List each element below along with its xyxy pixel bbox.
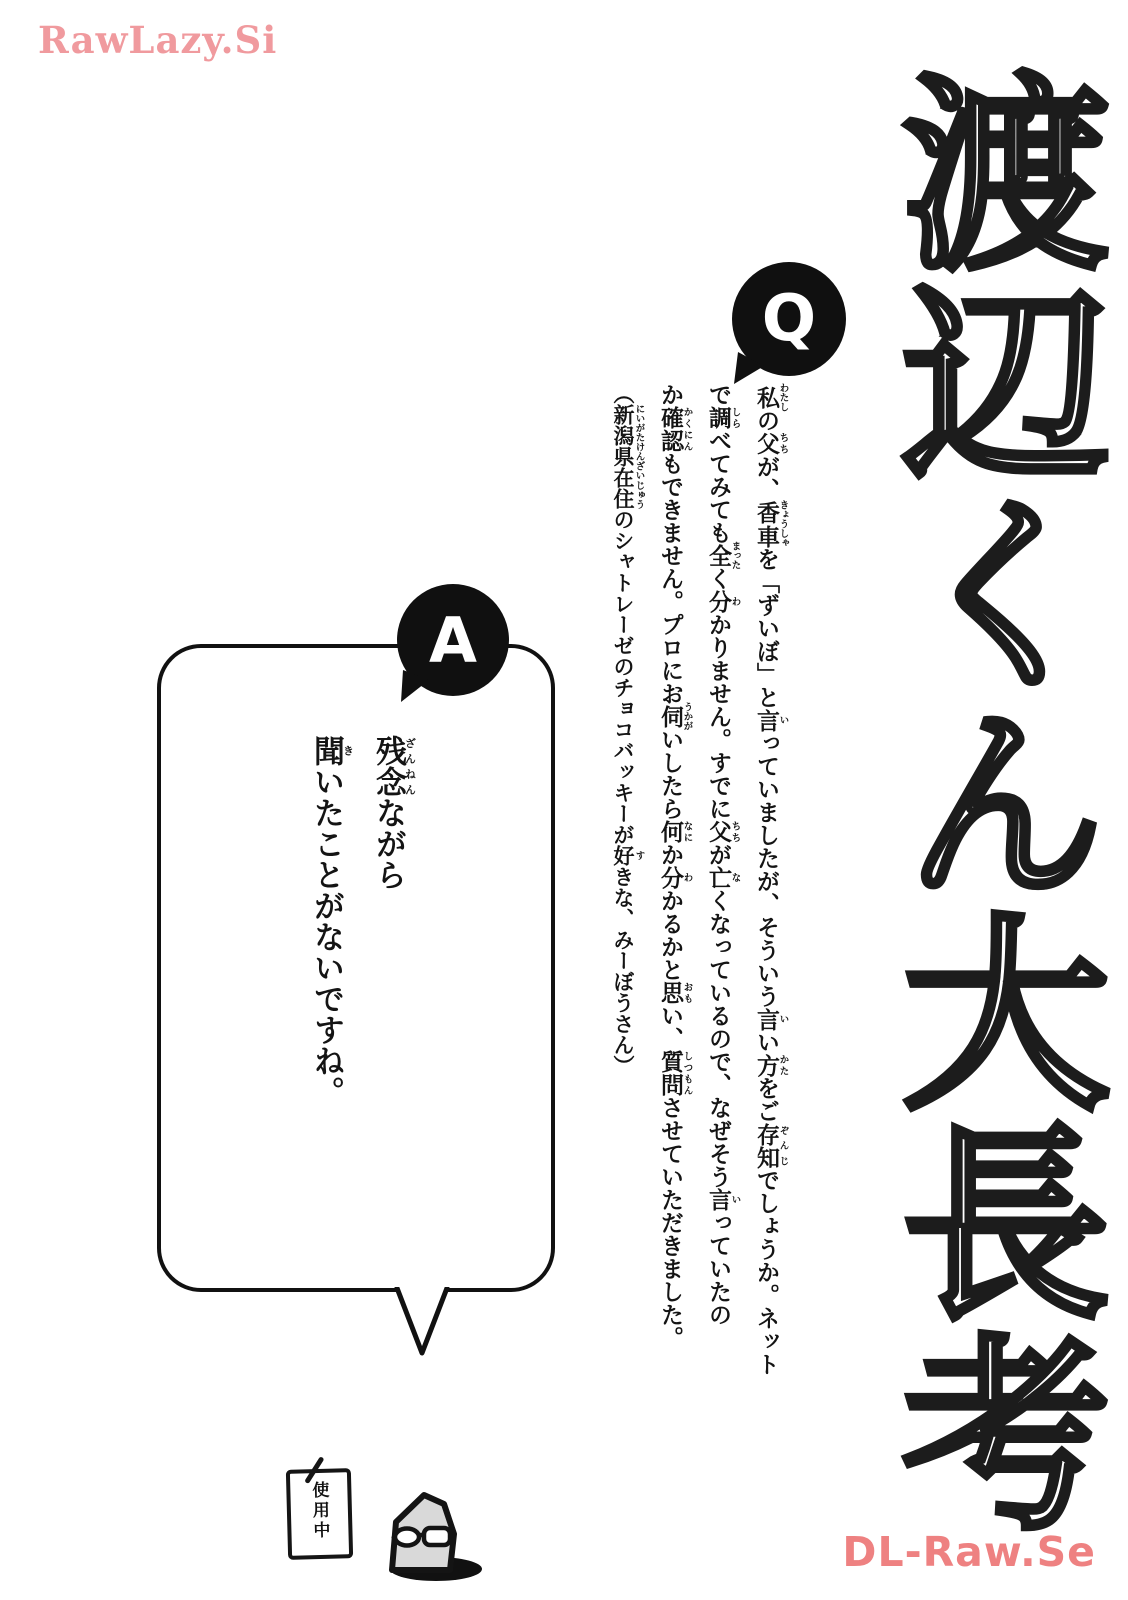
text-column: （新潟県在住にいがたけんざいじゅうのシャトレーゼのチョコバッキーが好すきな、みーぼうさん） <box>611 383 645 1076</box>
text-column: 残念ざんねんながら <box>370 735 417 890</box>
page-title: 渡辺くん大長考 <box>867 66 1109 1536</box>
in-use-sign-text: 使用中 <box>308 1480 330 1542</box>
shogi-piece-doodle <box>378 1486 484 1586</box>
pushpin-icon <box>304 1456 324 1484</box>
a-badge-tail <box>397 668 431 706</box>
a-badge <box>397 584 509 696</box>
text-column: 聞きいたことがないですね。 <box>308 735 355 1107</box>
answer-text <box>292 735 416 1107</box>
q-badge-label: Q <box>761 282 817 356</box>
in-use-sign-doodle <box>286 1468 353 1560</box>
answer-bubble-tail <box>394 1287 452 1363</box>
glasses-icon <box>392 1528 454 1546</box>
q-badge <box>732 262 846 376</box>
text-column: か確認かくにんもできません。プロにお伺うかがいしたら何なにか分わかるかと思おもい、質問しつもんさせていただきました。 <box>657 383 693 1349</box>
watermark-top-left: RawLazy.Si <box>38 18 278 62</box>
q-badge-tail <box>730 350 766 390</box>
text-column: で調しらべてみても全まったく分わかりません。すでに父ちちが亡なくなっているので、なぜそう言いっていたの <box>705 383 741 1326</box>
text-column: 私わたしの父ちちが、香車きょうしゃを「ずいぼ」と言いっていましたが、そういう言いい方かたをご存知ぞんじでしょうか。ネット <box>753 383 789 1376</box>
a-badge-label: A <box>429 603 477 677</box>
watermark-bottom-right: DL-Raw.Se <box>842 1528 1096 1576</box>
question-text <box>598 383 788 1376</box>
